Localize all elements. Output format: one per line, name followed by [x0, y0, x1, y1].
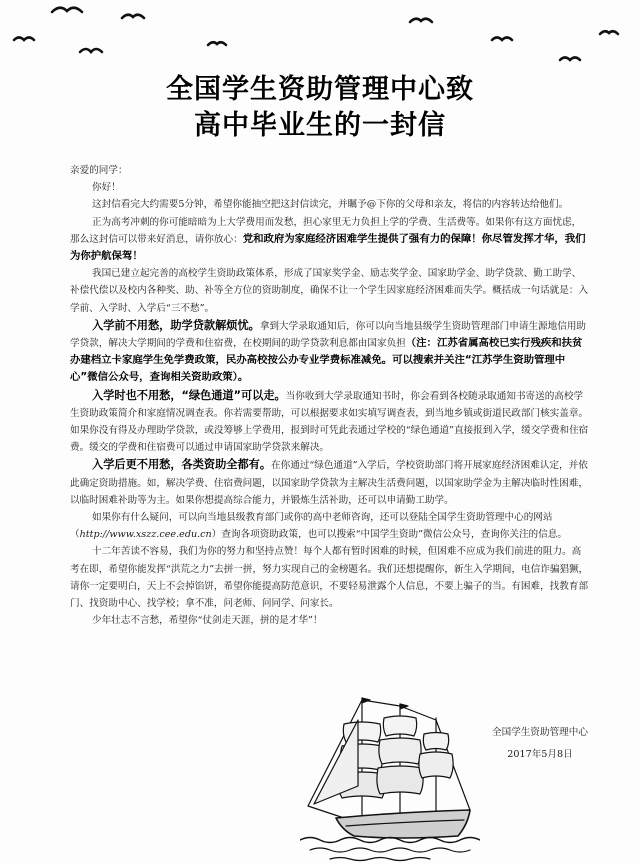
seagull-icon: [600, 31, 618, 34]
inquiries-text-2: ）查询各项资助政策，也可以搜索“中国学生资助”微信公众号，查询你关注的信息。: [211, 529, 567, 541]
seagull-icon: [492, 38, 512, 41]
signature-organization: 全国学生资助管理中心: [492, 727, 588, 738]
signature-date: 2017年5月8日: [507, 749, 573, 760]
paragraph-intro: 这封信看完大约需要5分钟，希望你能抽空把这封信读完，并瞩予@下你的父母和亲友，将信的内容转达给他们。: [92, 199, 569, 211]
jiangsu-policy-note: （注：江苏省属高校已实行残疾和扶贫办建档立卡家庭学生免学费政策，民办高校按公办专业学费标准减免。可以搜索并关注“江苏学生资助管理中心”微信公众号，查询相关资助政策）。: [70, 337, 583, 384]
after-enrollment-heading: 入学后更不用愁，各类资助全都有。: [92, 458, 272, 472]
sailing-ship-illustration: [300, 690, 480, 865]
at-enrollment-heading: 入学时也不用愁，“绿色通道”可以走。: [92, 388, 286, 402]
seagull-icon: [410, 19, 432, 22]
before-enrollment-text: 拿到大学录取通知后，你可以向当地县级学生资助管理部门申请生源地信用助学贷款，解决大学期间的学费和住宿费，在校期间的助学贷款利息都由国家负担: [70, 320, 587, 350]
seagull-icon: [14, 38, 34, 41]
paragraph-reassurance: [70, 214, 590, 266]
inquiries-text-1: 如果你有什么疑问，可以向当地县级教育部门或你的高中老师咨询，还可以登陆全国学生资助管理中心的网站（: [70, 512, 553, 541]
seagull-icon: [122, 15, 144, 18]
salutation: 亲爱的同学：: [70, 165, 128, 176]
reassurance-highlight: 党和政府为家庭经济困难学生提供了强有力的保障！你尽管发挥才华，我们为你护航保驾！: [70, 232, 586, 263]
paragraph-reassurance-text: 正为高考冲刺的你可能暗暗为上大学费用而发愁，担心家里无力负担上学的学费、生活费等。如果你有这方面忧虑，那么这封信可以带来好消息，请你放心：: [70, 216, 582, 245]
paragraph-before-enrollment: [70, 317, 590, 387]
before-enrollment-heading: 入学前不用愁，助学贷款解烦忧。: [92, 318, 260, 332]
after-enrollment-text: 在你通过“绿色通道”入学后，学校资助部门将开展家庭经济困难认定，并依此确定资助措施。如，解决学费、住宿费问题，以国家助学贷款为主解决生活费问题，以国家助学金为主解决临时性困难，以临时困难补助等为主。如果你想提高综合能力，并锻炼生活补助，还可以申请勤工助学。: [70, 460, 589, 506]
paragraph-after-enrollment: [70, 456, 590, 509]
seagull-icon: [80, 49, 102, 52]
letter-title-line-1: 全国学生资助管理中心致: [166, 74, 474, 105]
seagull-icon: [52, 8, 82, 12]
paragraph-policy-system: 我国已建立起完善的高校学生资助政策体系，形成了国家奖学金、励志奖学金、国家助学金、助学贷款、勤工助学、补偿代偿以及校内各种奖、助、补等全方位的资助制度，确保不让一个学生因家庭经济困难而失学。概括成一句话就是：入学前、入学时、入学后“三不愁”。: [70, 268, 589, 314]
letter-body: [70, 162, 590, 629]
paragraph-at-enrollment: [70, 387, 590, 457]
at-enrollment-text: 当你收到大学录取通知书时，你会看到各校随录取通知书寄送的高校学生资助政策简介和家庭情况调查表。你若需要帮助，可以根据要求如实填写调查表，到当地乡镇或街道民政部门核实盖章。如果你没有得及办理助学贷款，或没筹够上学费用，报到时可凭此表通过学校的“绿色通道”直接报到入学，缓交学费和住宿费。缓交的学费和住宿费可以通过申请国家助学贷款来解决。: [70, 390, 589, 454]
seagull-icon: [208, 42, 226, 45]
paragraph-closing: 少年壮志不言愁，希望你“仗剑走天涯，拼的是才华”！: [92, 615, 323, 627]
letter-title-line-2: 高中毕业生的一封信: [194, 110, 446, 141]
seagull-icon: [560, 58, 580, 61]
website-link[interactable]: http://www.xszz.cee.edu.cn: [79, 529, 212, 541]
paragraph-encouragement: 十二年苦读不容易，我们为你的努力和坚持点赞！每个人都有暂时困难的时候，但困难不应成为我们前进的阻力。高考在即，希望你能发挥“洪荒之力”去拼一拼，努力实现自己的金榜题名。我们还想提醒你，新生入学期间，电信诈骗猖獗，请你一定要明白，天上不会掉馅饼，希望你能提高防范意识，不要轻易泄露个人信息，不要上骗子的当。有困难，找教育部门、找资助中心、找学校；拿不准，问老师、问同学、问家长。: [70, 546, 589, 610]
greeting: 你好！: [92, 182, 121, 194]
paragraph-inquiries: [70, 509, 590, 543]
signature-block: [465, 722, 615, 766]
